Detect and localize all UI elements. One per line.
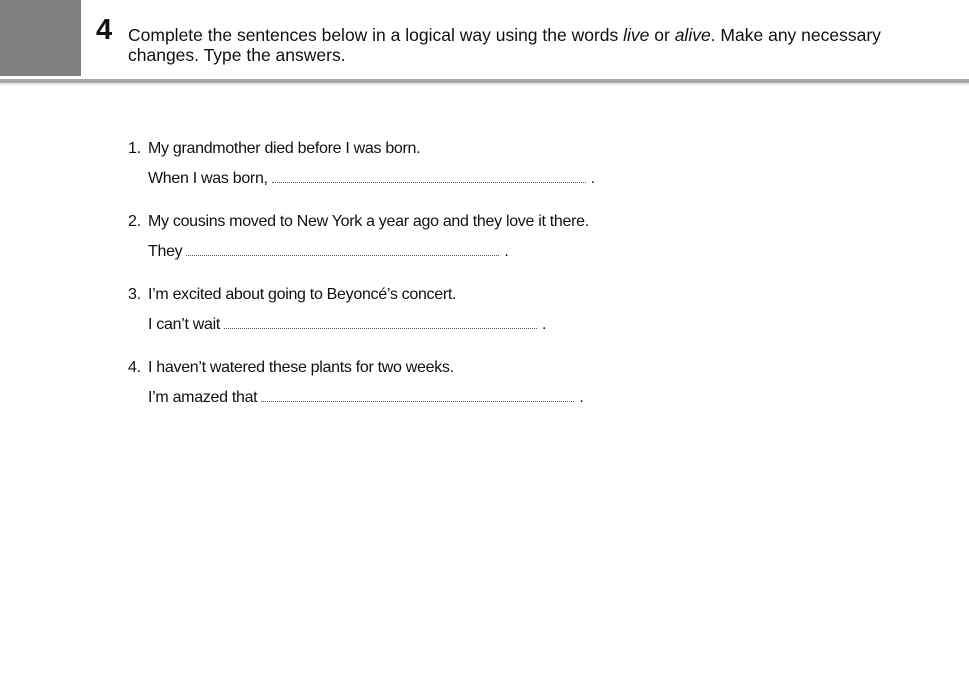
- exercise-item-4: [128, 357, 728, 430]
- item-prompt: My cousins moved to New York a year ago and they love it there.: [148, 213, 589, 230]
- header-divider-shadow: [0, 83, 969, 86]
- answer-line: [148, 316, 546, 334]
- exercise-number: 4: [96, 14, 113, 46]
- item-number: 4.: [128, 359, 141, 376]
- answer-start: I’m amazed that: [148, 389, 258, 406]
- item-prompt: I haven’t watered these plants for two weeks.: [148, 359, 454, 376]
- answer-start: They: [148, 243, 183, 260]
- instructions-text-1: Complete the sentences below in a logical way using the words: [128, 25, 624, 45]
- answer-blank[interactable]: [261, 400, 574, 402]
- item-number: 1.: [128, 140, 141, 157]
- answer-line: [148, 243, 509, 261]
- answer-period: .: [590, 170, 595, 187]
- exercise-header: [0, 0, 969, 80]
- item-prompt: My grandmother died before I was born.: [148, 140, 421, 157]
- item-number: 3.: [128, 286, 141, 303]
- answer-start: When I was born,: [148, 170, 268, 187]
- exercise-instructions: [128, 25, 938, 65]
- answer-line: [148, 389, 584, 407]
- exercise-item-2: [128, 211, 728, 284]
- exercise-items: [128, 138, 728, 430]
- instructions-text-3: . Make any necessary changes. Type the answers.: [128, 25, 881, 65]
- answer-blank[interactable]: [224, 327, 537, 329]
- answer-blank[interactable]: [186, 254, 499, 256]
- item-number: 2.: [128, 213, 141, 230]
- item-prompt: I’m excited about going to Beyoncé’s concert.: [148, 286, 457, 303]
- answer-period: .: [542, 316, 547, 333]
- exercise-item-1: [128, 138, 728, 211]
- header-grey-tab: [0, 0, 81, 76]
- answer-period: .: [504, 243, 509, 260]
- exercise-item-3: [128, 284, 728, 357]
- answer-start: I can’t wait: [148, 316, 220, 333]
- answer-line: [148, 170, 595, 188]
- answer-period: .: [579, 389, 584, 406]
- instructions-word-alive: alive: [674, 25, 711, 45]
- instructions-word-live: live: [623, 25, 650, 45]
- answer-blank[interactable]: [272, 181, 586, 183]
- instructions-text-2: or: [649, 25, 675, 45]
